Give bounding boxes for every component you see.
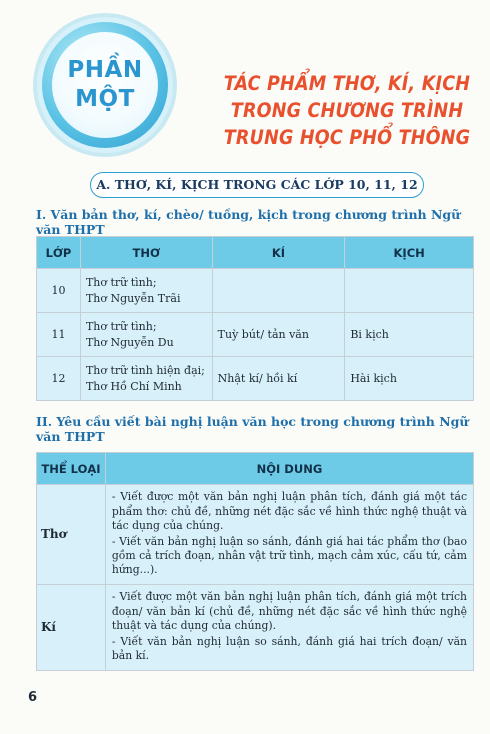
- cell-tho-line: Thơ trữ tình;: [85, 319, 157, 333]
- section-a-heading: A. THƠ, KÍ, KỊCH TRONG CÁC LỚP 10, 11, 12: [90, 172, 424, 198]
- table-row: [37, 585, 474, 671]
- content-cell: [105, 585, 473, 671]
- cell-ki: [212, 269, 345, 313]
- cell-lop: 10: [37, 269, 81, 313]
- cell-ki: Nhật kí/ hồi kí: [212, 357, 345, 401]
- table-row: [37, 485, 474, 585]
- table-row: [37, 357, 474, 401]
- header-lop: LỚP: [37, 237, 81, 269]
- chapter-title-line-2: TRONG CHƯƠNG TRÌNH: [230, 99, 464, 122]
- header-noi-dung: NỘI DUNG: [105, 453, 473, 485]
- cell-tho-line: Thơ trữ tình hiện đại;: [85, 363, 205, 377]
- table-row: [37, 269, 474, 313]
- content-paragraph: - Viết văn bản nghị luận so sánh, đánh giá hai trích đoạn/ văn bản kí.: [111, 634, 467, 663]
- cell-tho: [80, 313, 212, 357]
- cell-tho-line: Thơ Hồ Chí Minh: [85, 379, 182, 393]
- cell-ki: Tuỳ bút/ tản văn: [212, 313, 345, 357]
- content-cell: [105, 485, 473, 585]
- part-number: MỘT: [75, 86, 135, 112]
- genre-label: Thơ: [37, 485, 106, 585]
- section-2-title: II. Yêu cầu viết bài nghị luận văn học trong chương trình Ngữ văn THPT: [36, 414, 469, 444]
- content-paragraph: - Viết văn bản nghị luận so sánh, đánh giá hai tác phẩm thơ (bao gồm cả trích đoạn, nhân vật trữ tình, mạch cảm xúc, cấu tứ, cảm hứng...).: [111, 534, 467, 577]
- cell-kich: Hài kịch: [345, 357, 474, 401]
- cell-lop: 11: [37, 313, 81, 357]
- part-badge-inner: [52, 32, 158, 138]
- content-paragraph: - Viết được một văn bản nghị luận phân tích, đánh giá một tác phẩm thơ: chủ đề, những nét đặc sắc về hình thức nghệ thuật và tác dụng của chúng.: [111, 490, 467, 533]
- table-header-row: [37, 453, 474, 485]
- header-ki: KÍ: [212, 237, 345, 269]
- chapter-title-line-1: TÁC PHẨM THƠ, KÍ, KỊCH: [223, 72, 471, 95]
- table-header-row: [37, 237, 474, 269]
- writing-requirements-table: [36, 452, 474, 671]
- cell-tho-line: Thơ Nguyễn Trãi: [85, 291, 181, 305]
- header-tho: THƠ: [80, 237, 212, 269]
- content-paragraph: - Viết được một văn bản nghị luận phân tích, đánh giá một trích đoạn/ văn bản kí (chủ đề, những nét đặc sắc về hình thức nghệ thuật và tác dụng của chúng).: [111, 590, 467, 633]
- cell-tho: [80, 357, 212, 401]
- part-badge: [42, 22, 168, 148]
- section-1-title: I. Văn bản thơ, kí, chèo/ tuồng, kịch trong chương trình Ngữ văn THPT: [36, 207, 461, 237]
- table-row: [37, 313, 474, 357]
- cell-lop: 12: [37, 357, 81, 401]
- part-label: PHẦN: [67, 57, 143, 83]
- genre-by-grade-table: [36, 236, 474, 401]
- genre-label: Kí: [37, 585, 106, 671]
- chapter-title: [212, 70, 482, 151]
- cell-tho-line: Thơ Nguyễn Du: [85, 335, 174, 349]
- cell-kich: Bi kịch: [345, 313, 474, 357]
- page-number: 6: [28, 690, 38, 705]
- cell-kich: [345, 269, 474, 313]
- cell-tho: [80, 269, 212, 313]
- header-kich: KỊCH: [345, 237, 474, 269]
- chapter-title-line-3: TRUNG HỌC PHỔ THÔNG: [223, 126, 471, 149]
- header-the-loai: THỂ LOẠI: [37, 453, 106, 485]
- cell-tho-line: Thơ trữ tình;: [85, 275, 157, 289]
